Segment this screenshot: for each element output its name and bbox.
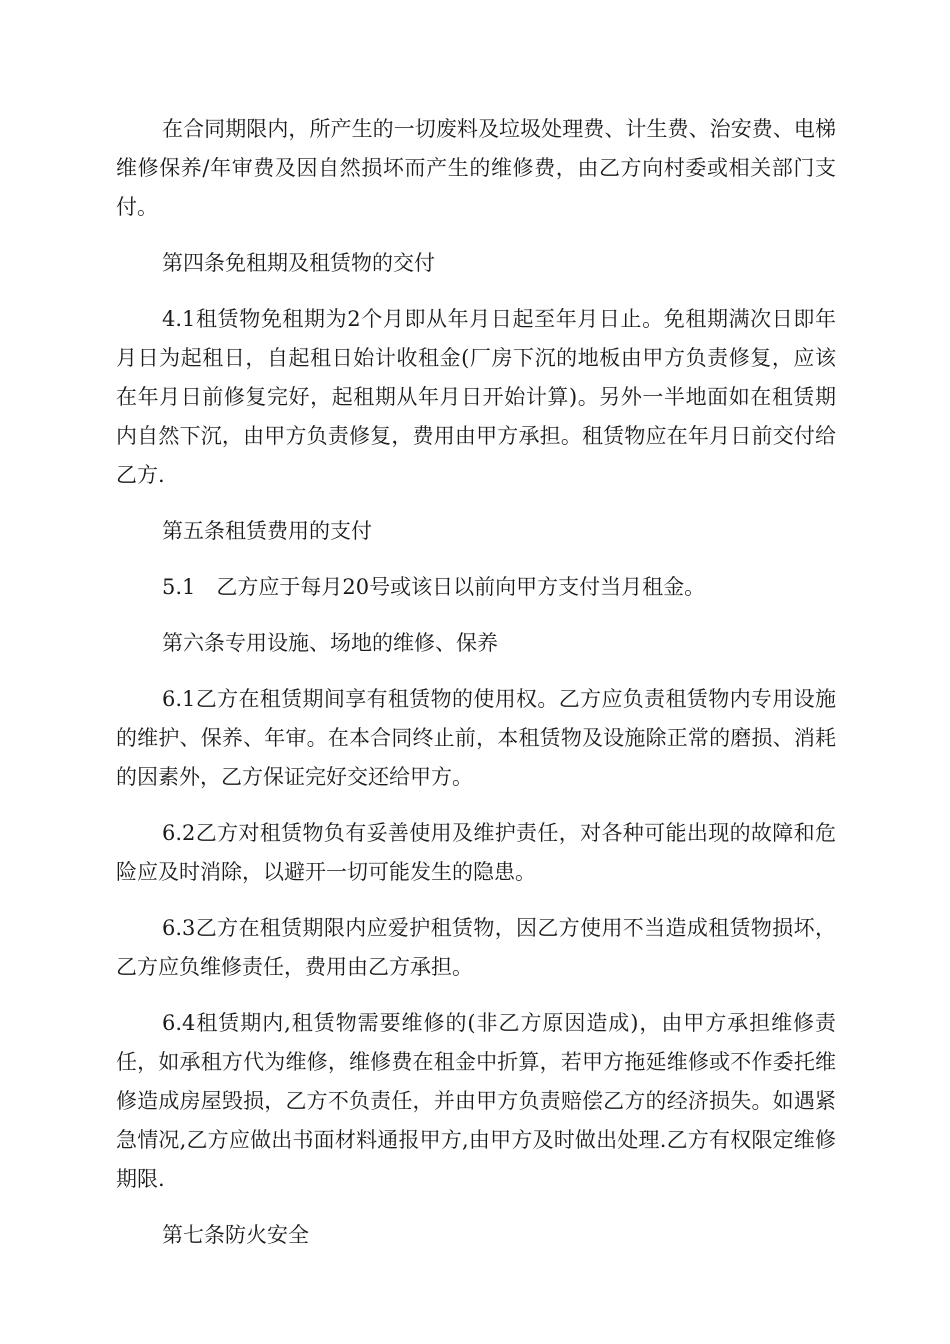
paragraph-6-1: 6.1乙方在租赁期间享有租赁物的使用权。乙方应负责租赁物内专用设施的维护、保养、年审。在本合同终止前，本租赁物及设施除正常的磨损、消耗的因素外，乙方保证完好交还给甲方。: [116, 687, 836, 789]
paragraph-4-1: 4.1租赁物免租期为2个月即从年月日起至年月日止。免租期满次日即年月日为起租日，自起租日始计收租金(厂房下沉的地板由甲方负责修复，应该在年月日前修复完好，起租期从年月日开始计算)。另外一半地面如在租赁期内自然下沉，由甲方负责修复，费用由甲方承担。租赁物应在年月日前交付给乙方.: [116, 307, 836, 487]
document-body: [116, 110, 836, 1272]
paragraph-6-4: 6.4租赁期内,租赁物需要维修的(非乙方原因造成)，由甲方承担维修责任，如承租方代为维修，维修费在租金中折算，若甲方拖延维修或不作委托维修造成房屋毁损，乙方不负责任，并由甲方负责赔偿乙方的经济损失。如遇紧急情况,乙方应做出书面材料通报甲方,由甲方及时做出处理.乙方有权限定维修期限.: [116, 1011, 836, 1191]
heading-article-5: 第五条租赁费用的支付: [162, 519, 372, 543]
paragraph-5-1: 5.1 乙方应于每月20号或该日以前向甲方支付当月租金。: [162, 575, 706, 599]
paragraph-6-3: 6.3乙方在租赁期限内应爱护租赁物，因乙方使用不当造成租赁物损坏，乙方应负维修责任，费用由乙方承担。: [116, 916, 836, 979]
heading-article-7: 第七条防火安全: [162, 1223, 309, 1247]
paragraph-6-2: 6.2乙方对租赁物负有妥善使用及维护责任，对各种可能出现的故障和危险应及时消除，以避开一切可能发生的隐患。: [116, 821, 836, 884]
heading-article-6: 第六条专用设施、场地的维修、保养: [162, 631, 498, 655]
paragraph-fees: 在合同期限内，所产生的一切废料及垃圾处理费、计生费、治安费、电梯维修保养/年审费及因自然损坏而产生的维修费，由乙方向村委或相关部门支付。: [116, 117, 836, 219]
heading-article-4: 第四条免租期及租赁物的交付: [162, 251, 435, 275]
